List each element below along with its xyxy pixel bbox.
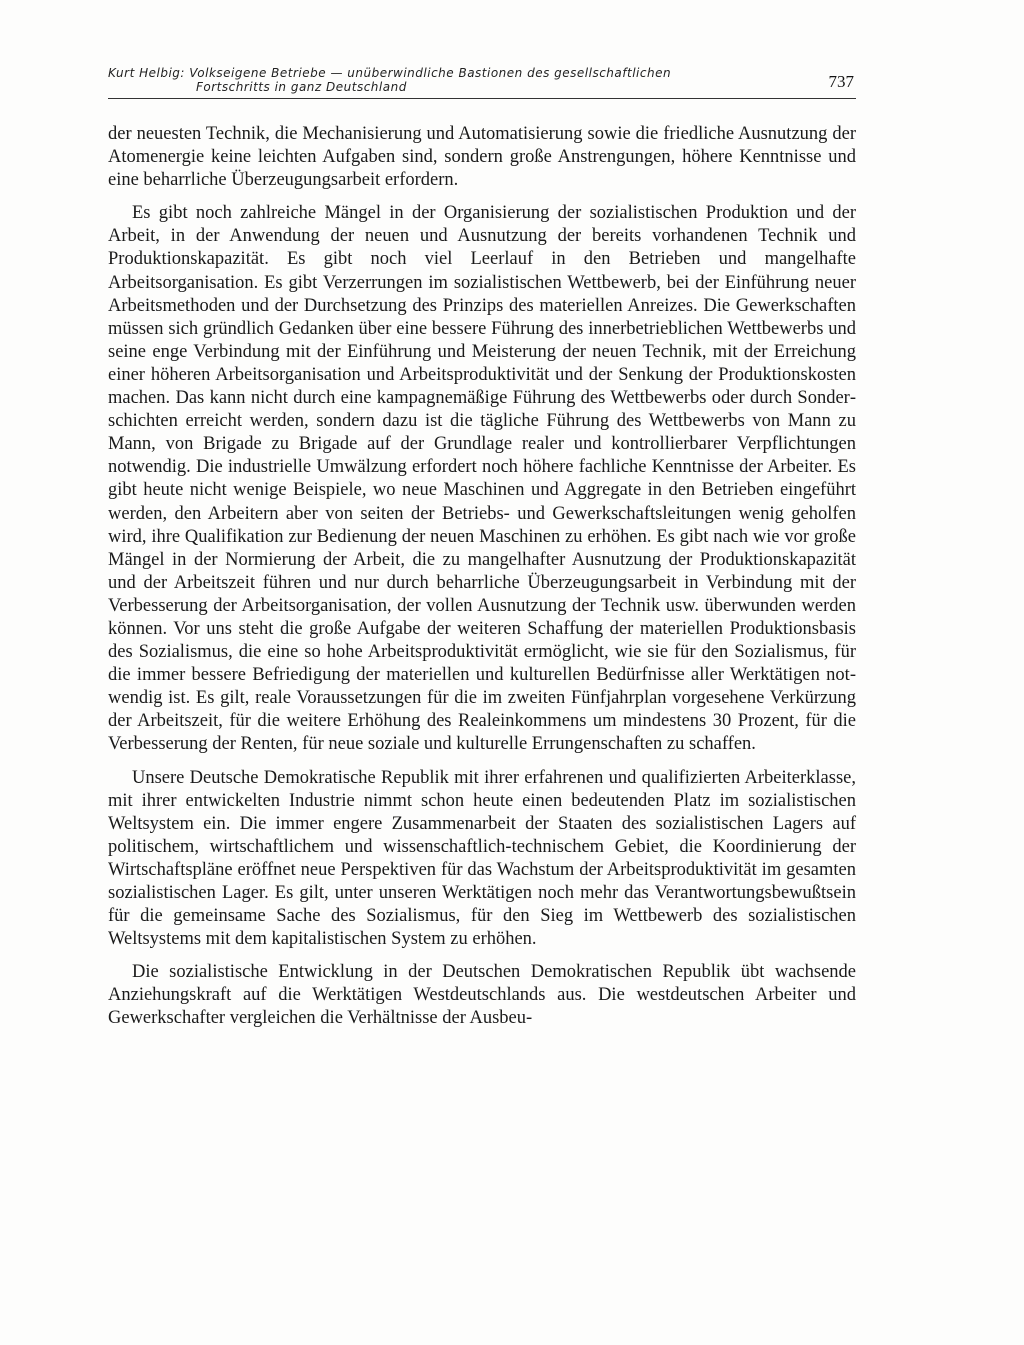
paragraph-continuation: der neuesten Technik, die Mechanisierung und Automatisierung sowie die friedliche Ausnutzung der Atomenergie keine leichten Aufgaben sind, sondern große Anstrengungen, höhere Kenntnisse und eine beharrliche Überzeugungsarbeit erfordern. bbox=[108, 124, 856, 191]
header-line-1: Kurt Helbig: Volkseigene Betriebe — unüberwindliche Bastionen des gesellschaftlichen bbox=[108, 66, 672, 80]
body-text bbox=[108, 123, 856, 1031]
page-number: 737 bbox=[828, 72, 854, 91]
header-line-2: Fortschritts in ganz Deutschland bbox=[196, 80, 407, 94]
paragraph: Es gibt noch zahlreiche Mängel in der Organisierung der sozialistischen Produktion und der Arbeit, in der Anwendung der neuen und Ausnutzung der bereits vorhandenen Technik und Produktionskapazität. Es gibt noch viel Leerlauf in den Betrieben und mangelhafte Arbeitsorganisation. Es gibt Verzerrungen im sozialistischen Wettbewerb, bei der Einführung neuer Arbeitsmethoden und der Durchsetzung des Prinzips des materiellen Anreizes. Die Gewerkschaften müssen sich gründlich Gedanken über eine bessere Führung des innerbetrieblichen Wettbewerbs und seine enge Verbindung mit der Einführung und Meisterung der neuen Technik, mit der Erreichung einer höheren Arbeitsorganisation und Arbeitsproduktivität und der Senkung der Produktionskosten machen. Das kann nicht durch eine kampagnemäßige Führung des Wettbewerbs oder durch Sonderschichten erreicht werden, sondern dazu ist die tägliche Führung des Wettbewerbs von Mann zu Mann, von Brigade zu Brigade auf der Grundlage realer und kontrollierbarer Verpflichtungen notwendig. Die industrielle Umwälzung erfordert noch höhere fachliche Kenntnisse der Arbeiter. Es gibt heute nicht wenige Beispiele, wo neue Maschinen und Aggregate in den Betrieben eingeführt werden, den Arbeitern aber von seiten der Betriebs- und Gewerkschaftsleitungen wenig geholfen wird, ihre Qualifikation zur Bedienung der neuen Maschinen zu erhöhen. Es gibt nach wie vor große Mängel in der Normierung der Arbeit, die zu mangelhafter Ausnutzung der Produktionskapazität und der Arbeitszeit führen und nur durch beharrliche Überzeugungsarbeit in Verbindung mit der Verbesserung der Arbeitsorganisation, der vollen Ausnutzung der Technik usw. überwunden werden können. Vor uns steht die große Aufgabe der weiteren Schaffung der materiellen Produktionsbasis des Sozialismus, die eine so hohe Arbeitsproduktivität ermöglicht, wie sie für den Sozialismus, für die immer bessere Befriedigung der materiellen und kulturellen Bedürfnisse aller Werktätigen notwendig ist. Es gilt, reale Voraussetzungen für die im zweiten Fünfjahrplan vorgesehene Verkürzung der Arbeitszeit, für die weitere Erhöhung des Realeinkommens um mindestens 30 Prozent, für die Verbesserung der Renten, für neue soziale und kulturelle Errungenschaften zu schaffen. bbox=[108, 203, 856, 755]
paragraph: Die sozialistische Entwicklung in der Deutschen Demokratischen Republik übt wachsende Anziehungskraft auf die Werktätigen Westdeutschlands aus. Die westdeutschen Arbeiter und Gewerkschafter vergleichen die Verhältnisse der Ausbeu- bbox=[108, 962, 856, 1029]
header-citation bbox=[108, 66, 748, 94]
paragraph: Unsere Deutsche Demokratische Republik mit ihrer erfahrenen und qualifizierten Arbeiterklasse, mit ihrer entwickelten Industrie nimmt schon heute einen bedeutenden Platz im sozialistischen Weltsystem ein. Die immer engere Zusammenarbeit der Staaten des sozialistischen Lagers auf politischem, wirtschaftlichem und wissenschaftlich-technischem Gebiet, die Koordinierung der Wirtschaftspläne eröffnet neue Perspektiven für das Wachstum der Arbeitsproduktivität im gesamten sozialistischen Lager. Es gilt, unter unseren Werktätigen noch mehr das Verantwortungsbewußtsein für die gemeinsame Sache des Sozialismus, für den Sieg im Wettbewerb des sozialistischen Weltsystems mit dem kapitalistischen System zu erhöhen. bbox=[108, 767, 856, 950]
running-header bbox=[108, 64, 856, 99]
